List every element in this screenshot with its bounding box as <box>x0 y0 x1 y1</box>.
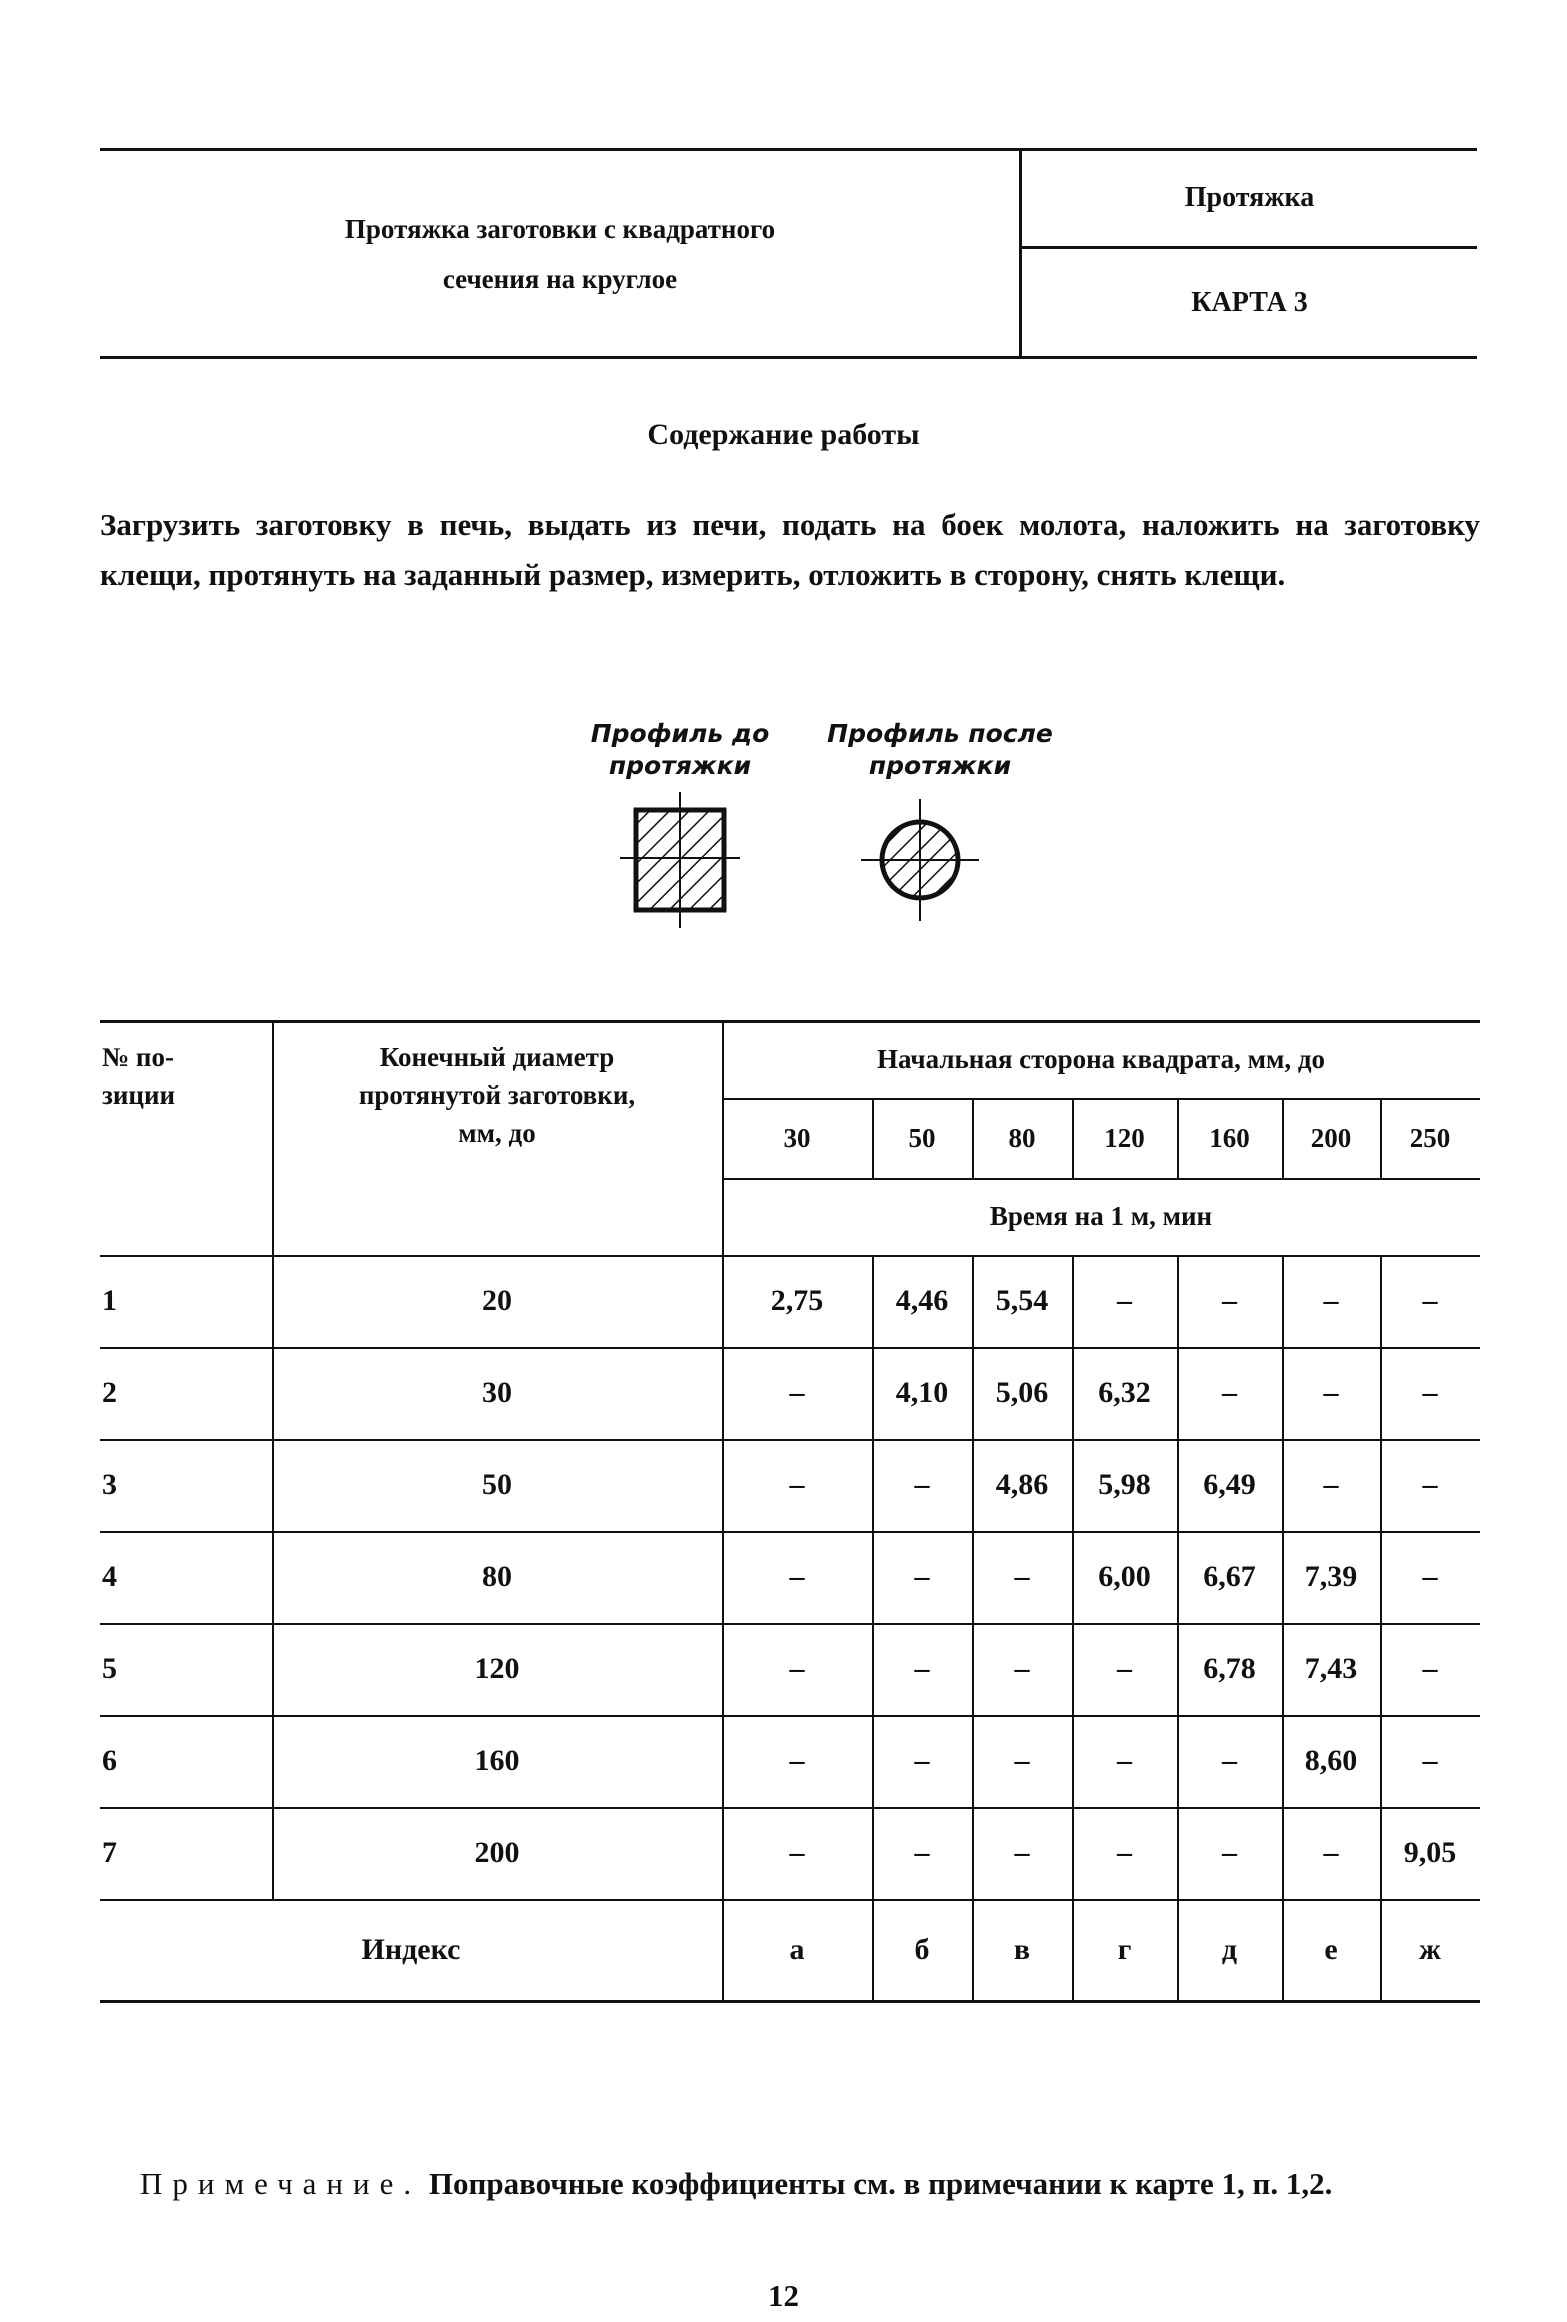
time-value-cell: – <box>1014 1652 1030 1685</box>
time-value-cell: 6,78 <box>1203 1652 1256 1685</box>
time-value-cell: – <box>789 1468 805 1501</box>
row-diameter: 30 <box>482 1376 512 1409</box>
row-diameter: 20 <box>482 1284 512 1317</box>
row-position: 3 <box>102 1468 117 1501</box>
row-position: 2 <box>102 1376 117 1409</box>
time-value-cell: – <box>1222 1836 1237 1869</box>
figure-before-line-2: протяжки <box>608 751 752 780</box>
round-profile-figure <box>855 795 985 925</box>
time-value-cell: – <box>914 1560 930 1593</box>
index-value-cell: ж <box>1419 1932 1441 1966</box>
index-value-cell: г <box>1117 1932 1132 1966</box>
time-value-cell: – <box>1014 1836 1030 1869</box>
row-position: 1 <box>102 1284 117 1317</box>
page-number: 12 <box>768 2278 799 2313</box>
time-value-cell: – <box>789 1560 805 1593</box>
row-position: 5 <box>102 1652 117 1685</box>
time-value-cell: – <box>1422 1652 1438 1685</box>
col-header-square: 160 <box>1209 1122 1250 1153</box>
time-value-cell: – <box>1117 1836 1132 1869</box>
note-text: Поправочные коэффициенты см. в примечании к карте 1, п. 1,2. <box>428 2166 1333 2201</box>
col-header-time: Время на 1 м, мин <box>989 1201 1213 1231</box>
index-value-cell: а <box>789 1932 805 1966</box>
time-value-cell: – <box>1422 1744 1438 1777</box>
time-value-cell: 8,60 <box>1304 1744 1358 1777</box>
index-value-cell: е <box>1324 1932 1338 1966</box>
time-value-cell: – <box>914 1652 930 1685</box>
figure-before-line-1: Профиль до <box>590 719 770 748</box>
figure-before-label <box>560 718 800 782</box>
col-header-position <box>100 1038 274 1128</box>
row-diameter: 120 <box>474 1652 520 1685</box>
time-value-cell: 7,43 <box>1304 1652 1358 1685</box>
card-number: КАРТА 3 <box>1191 287 1308 318</box>
time-value-cell: – <box>1422 1284 1438 1317</box>
index-value-cell: б <box>914 1932 930 1966</box>
time-value-cell: – <box>1117 1284 1132 1317</box>
document-title <box>100 150 1020 358</box>
operation-name: Протяжка <box>1184 182 1315 213</box>
note <box>140 2155 1480 2213</box>
time-value-cell: 6,67 <box>1203 1560 1256 1593</box>
col-header-square: 30 <box>783 1122 811 1153</box>
time-value-cell: 4,10 <box>895 1376 949 1409</box>
time-value-cell: – <box>1014 1560 1030 1593</box>
row-diameter: 200 <box>474 1836 520 1869</box>
time-value-cell: 2,75 <box>770 1284 824 1317</box>
time-value-cell: – <box>1014 1744 1030 1777</box>
time-value-cell: – <box>1323 1468 1339 1501</box>
time-value-cell: – <box>914 1468 930 1501</box>
row-diameter: 80 <box>482 1560 512 1593</box>
time-value-cell: – <box>914 1836 930 1869</box>
time-value-cell: – <box>1323 1284 1339 1317</box>
row-position: 6 <box>102 1744 117 1777</box>
index-value-cell: д <box>1221 1932 1238 1966</box>
time-value-cell: – <box>1422 1376 1438 1409</box>
index-value-cell: в <box>1013 1932 1031 1966</box>
col-header-group: Начальная сторона квадрата, мм, до <box>876 1043 1326 1074</box>
time-value-cell: 5,98 <box>1098 1468 1151 1501</box>
time-value-cell: – <box>1117 1744 1132 1777</box>
time-value-cell: – <box>789 1744 805 1777</box>
row-diameter: 160 <box>474 1744 520 1777</box>
col-header-diameter <box>272 1038 722 1158</box>
col-header-diameter-line-3: мм, до <box>458 1118 536 1148</box>
col-header-diameter-line-2: протянутой заготовки, <box>358 1080 636 1110</box>
row-diameter: 50 <box>482 1468 512 1501</box>
index-label: Индекс <box>361 1932 461 1966</box>
figure-after-line-2: протяжки <box>868 751 1012 780</box>
col-header-position-line-1: № по- <box>102 1042 174 1072</box>
time-value-cell: 7,39 <box>1304 1560 1358 1593</box>
time-value-cell: 6,32 <box>1098 1376 1151 1409</box>
time-value-cell: 4,86 <box>995 1468 1049 1501</box>
time-value-cell: 6,49 <box>1203 1468 1256 1501</box>
time-value-cell: – <box>1222 1284 1237 1317</box>
figure-after-label <box>810 718 1070 782</box>
note-label: Примечание. <box>140 2166 422 2201</box>
time-value-cell: – <box>1323 1376 1339 1409</box>
time-value-cell: – <box>789 1836 805 1869</box>
time-value-cell: 4,46 <box>895 1284 949 1317</box>
section-title: Содержание работы <box>647 418 920 451</box>
table-bottom-rule <box>100 2000 1480 2003</box>
time-value-cell: 5,06 <box>995 1376 1049 1409</box>
square-profile-figure <box>610 790 750 930</box>
work-description: Загрузить заготовку в печь, выдать из печи, подать на боек молота, наложить на заготовку клещи, протянуть на заданный размер, измерить, отложить в сторону, снять клещи. <box>100 507 1480 592</box>
col-header-square: 250 <box>1409 1122 1451 1153</box>
col-header-diameter-line-1: Конечный диаметр <box>379 1042 615 1072</box>
title-line-1: Протяжка заготовки с квадратного <box>344 214 776 244</box>
time-value-cell: – <box>1222 1744 1237 1777</box>
col-header-square: 50 <box>908 1122 936 1153</box>
time-value-cell: – <box>1222 1376 1237 1409</box>
time-value-cell: 9,05 <box>1403 1836 1457 1869</box>
time-value-cell: – <box>914 1744 930 1777</box>
col-header-square: 80 <box>1008 1122 1036 1153</box>
row-position: 4 <box>102 1560 117 1593</box>
time-value-cell: – <box>1117 1652 1132 1685</box>
col-header-square: 120 <box>1104 1122 1145 1153</box>
time-value-cell: – <box>1422 1468 1438 1501</box>
col-header-square: 200 <box>1310 1122 1352 1153</box>
time-value-cell: 6,00 <box>1098 1560 1151 1593</box>
figure-after-line-1: Профиль после <box>827 719 1053 748</box>
time-value-cell: 5,54 <box>995 1284 1049 1317</box>
col-header-position-line-2: зиции <box>102 1080 176 1110</box>
time-value-cell: – <box>1323 1836 1339 1869</box>
title-line-2: сечения на круглое <box>442 264 678 294</box>
row-position: 7 <box>102 1836 117 1869</box>
time-value-cell: – <box>789 1376 805 1409</box>
time-value-cell: – <box>1422 1560 1438 1593</box>
time-value-cell: – <box>789 1652 805 1685</box>
